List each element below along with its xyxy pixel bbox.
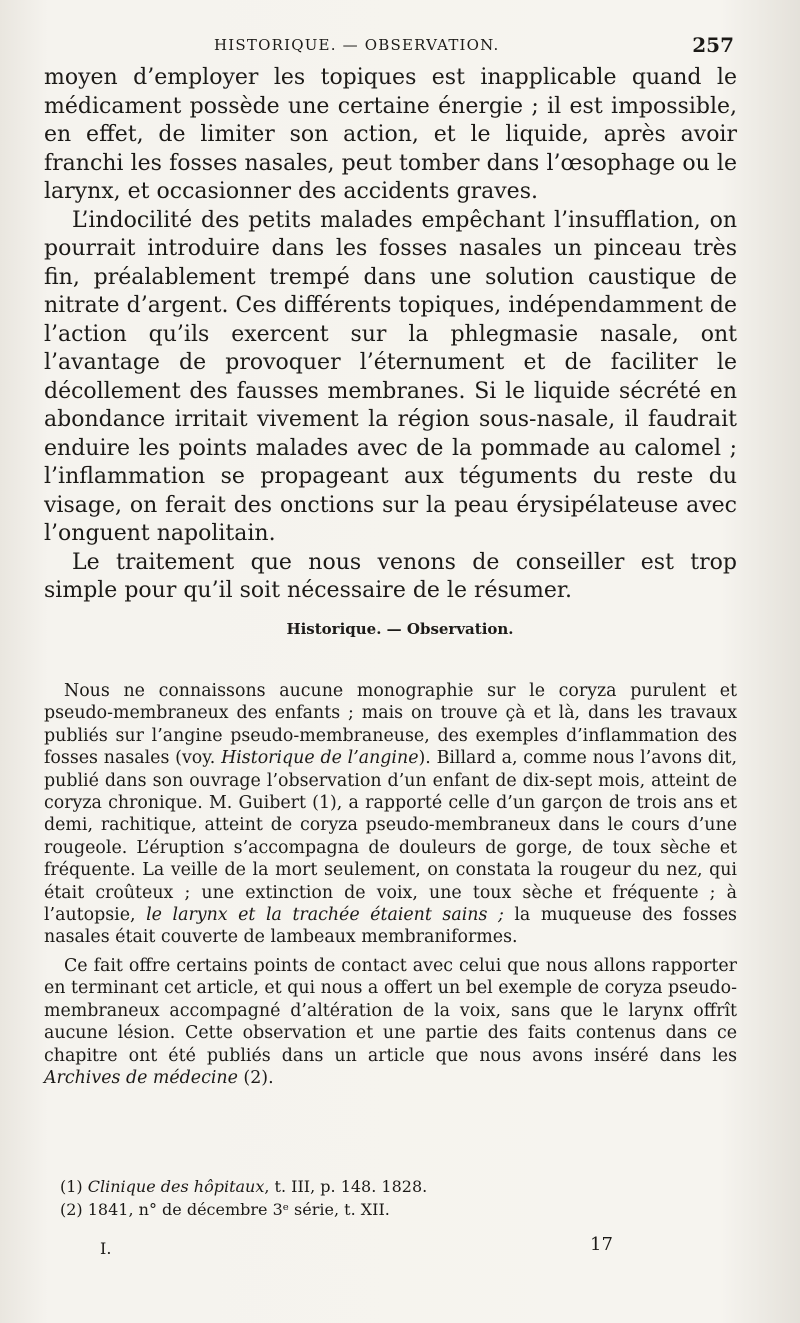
running-head [44,33,734,60]
italic-reference: Historique de l’angine [221,748,419,769]
text-run: Nous ne connaissons aucune monographie sur le coryza purulent et pseudo-membraneux des enfants ; mais on trouve çà et là, dans les travaux publiés sur l’angine pseudo-membraneuse, des exemples d’inflammation des fosses nasales (voy. [44,681,737,769]
section-heading: Historique. — Observation. [286,620,514,638]
sheet-number: 17 [590,1234,613,1255]
paragraph [44,955,737,1089]
paragraph: moyen d’employer les topiques est inapplicable quand le médicament possède une certaine énergie ; il est impossible, en effet, de limiter son action, et le liquide, après avoir franchi les fosses nasales, peut tomber dans l’œsophage ou le larynx, et occasionner des accidents graves. [44,65,737,204]
paragraph: Le traitement que nous venons de conseiller est trop simple pour qu’il soit nécessaire de le résumer. [44,549,737,603]
section-text [44,680,737,1089]
running-title: HISTORIQUE. — OBSERVATION. [214,36,500,54]
signature-mark: I. [100,1239,112,1258]
footnotes [60,1175,720,1221]
text-run: la muqueuse des fosses nasales était couverte de lambeaux membraniformes. [44,905,737,948]
footnote-1 [60,1175,720,1198]
text-run: ). Billard a, comme nous l’avons dit, publié dans son ouvrage l’observation d’un enfant de dix-sept mois, atteint de coryza chronique. M. Guibert (1), a rapporté celle d’un garçon de trois ans et demi, rachitique, atteint de coryza pseudo-membraneux dans le cours d’une rougeole. L’éruption s’accompagna de douleurs de gorge, de toux sèche et fréquente. La veille de la mort seulement, on constata la rougeur du nez, qui était croûteux ; une extinction de voix, une toux sèche et fréquente ; à l’autopsie, [44,748,737,926]
main-text [44,64,737,606]
italic-phrase: le larynx et la trachée étaient sains ; [146,905,504,926]
page-number: 257 [692,33,734,57]
text-run: (2). [237,1067,274,1088]
footnote-2: (2) 1841, n° de décembre 3ᵉ série, t. XII. [60,1200,390,1219]
footnote-mark: (1) [60,1177,83,1196]
footnote-title: Clinique des hôpitaux [87,1177,265,1196]
paragraph [44,680,737,949]
text-run: Ce fait offre certains points de contact avec celui que nous allons rapporter en terminant cet article, et qui nous a offert un bel exemple de coryza pseudo-membraneux accompagné d’altération de la voix, sans que le larynx offrît aucune lésion. Cette observation et une partie des faits contenus dans ce chapitre ont été publiés dans un article que nous avons inséré dans les [44,955,738,1066]
footnote-text: , t. III, p. 148. 1828. [264,1177,428,1196]
paragraph: L’indocilité des petits malades empêchant l’insufflation, on pourrait introduire dans les fosses nasales un pinceau très fin, préalablement trempé dans une solution caustique de nitrate d’argent. Ces différents topiques, indépendamment de l’action qu’ils exercent sur la phlegmasie nasale, ont l’avantage de provoquer l’éternument et de faciliter le décollement des fausses membranes. Si le liquide sécrété en abondance irritait vivement la région sous-nasale, il faudrait enduire les points malades avec de la pommade au calomel ; l’inflammation se propageant aux téguments du reste du visage, on ferait des onctions sur la peau érysipélateuse avec l’onguent napolitain. [44,207,737,546]
italic-journal: Archives de médecine [44,1067,238,1088]
